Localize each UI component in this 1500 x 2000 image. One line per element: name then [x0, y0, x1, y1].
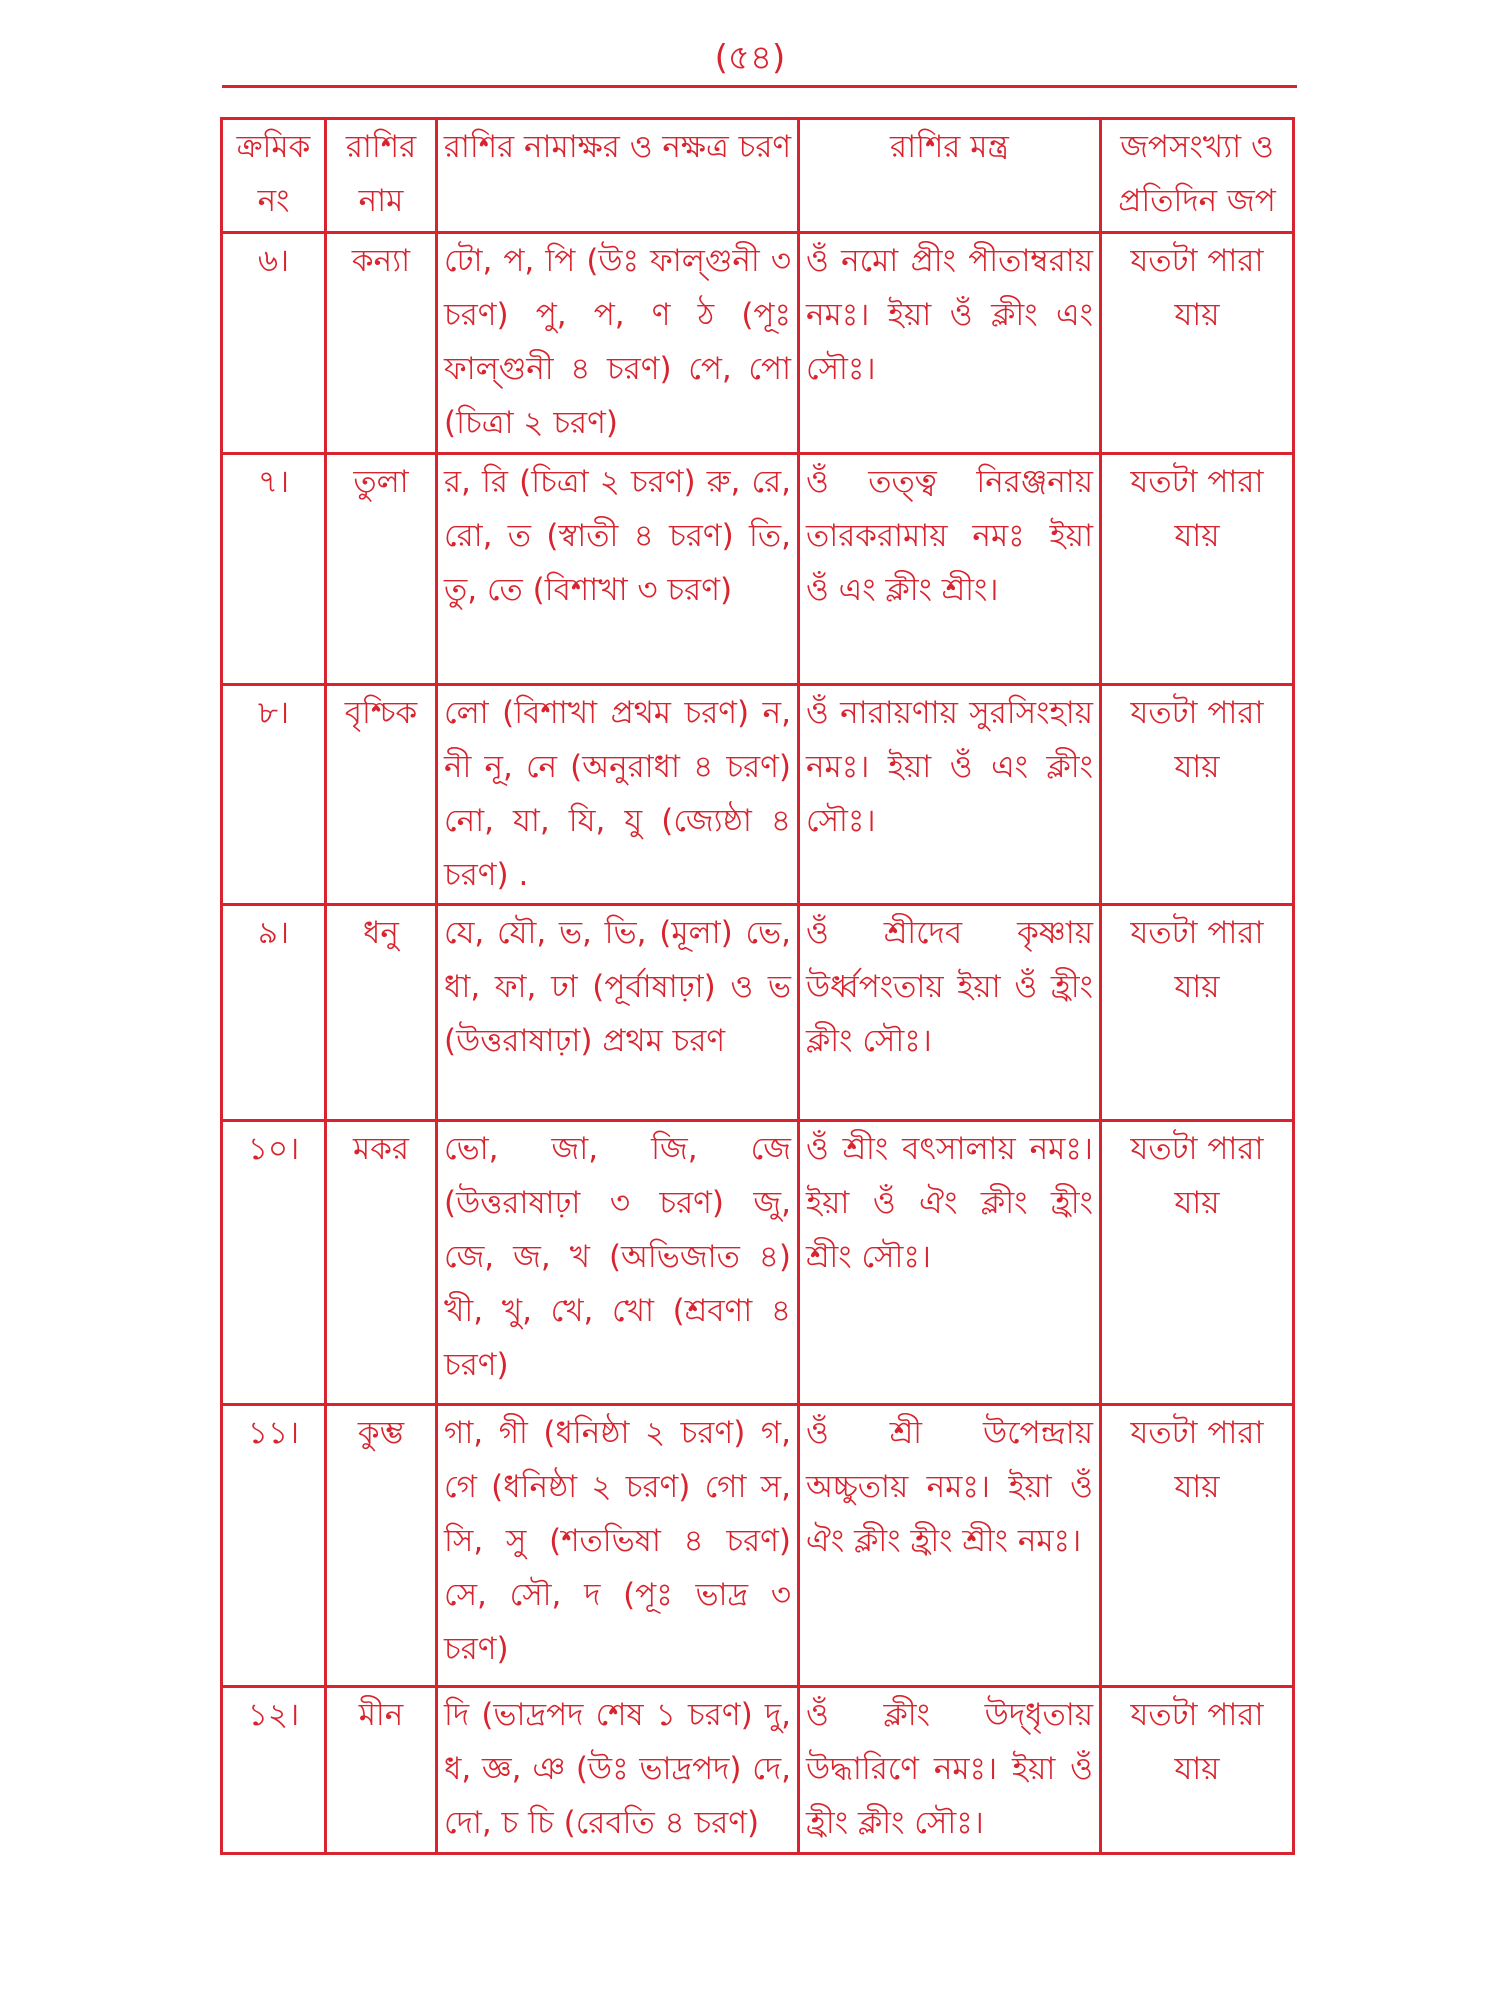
cell-count: যতটা পারা যায় [1101, 685, 1294, 905]
cell-count: যতটা পারা যায় [1101, 454, 1294, 685]
cell-mantra: ওঁ ক্লীং উদ্‌ধৃতায় উদ্ধারিণে নমঃ। ইয়া ওঁ হ্রীং ক্লীং সৌঃ। [799, 1687, 1101, 1854]
cell-count: যতটা পারা যায় [1101, 905, 1294, 1121]
cell-letters: গা, গী (ধনিষ্ঠা ২ চরণ) গ, গে (ধনিষ্ঠা ২ চরণ) গো স, সি, সু (শতভিষা ৪ চরণ) সে, সৌ, দ (পূঃ ভাদ্র ৩ চরণ) [437, 1405, 799, 1687]
header-serial: ক্রমিক নং [222, 119, 326, 233]
header-letters: রাশির নামাক্ষর ও নক্ষত্র চরণ [437, 119, 799, 233]
cell-mantra: ওঁ শ্রীং বৎসালায় নমঃ। ইয়া ওঁ ঐং ক্লীং হ্রীং শ্রীং সৌঃ। [799, 1121, 1101, 1405]
cell-letters: যে, যৌ, ভ, ভি, (মূলা) ভে, ধা, ফা, ঢা (পূর্বাষাঢ়া) ও ভ (উত্তরাষাঢ়া) প্রথম চরণ [437, 905, 799, 1121]
cell-name: ধনু [326, 905, 437, 1121]
cell-count: যতটা পারা যায় [1101, 233, 1294, 454]
table-row [222, 233, 1294, 454]
cell-mantra: ওঁ নমো প্রীং পীতাম্বরায় নমঃ। ইয়া ওঁ ক্লীং এং সৌঃ। [799, 233, 1101, 454]
cell-count: যতটা পারা যায় [1101, 1405, 1294, 1687]
table-header-row [222, 119, 1294, 233]
cell-letters: ভো, জা, জি, জে (উত্তরাষাঢ়া ৩ চরণ) জু, জে, জ, খ (অভিজাত ৪) খী, খু, খে, খো (শ্রবণা ৪ চরণ) [437, 1121, 799, 1405]
cell-name: কুম্ভ [326, 1405, 437, 1687]
cell-serial: ৮। [222, 685, 326, 905]
cell-serial: ৯। [222, 905, 326, 1121]
page-number: (৫৪) [714, 38, 786, 78]
header-mantra: রাশির মন্ত্র [799, 119, 1101, 233]
header-count: জপসংখ্যা ও প্রতিদিন জপ [1101, 119, 1294, 233]
cell-letters: দি (ভাদ্রপদ শেষ ১ চরণ) দু, ধ, জ্ঞ, ঞ (উঃ ভাদ্রপদ) দে, দো, চ চি (রেবতি ৪ চরণ) [437, 1687, 799, 1854]
table-row [222, 1405, 1294, 1687]
rashi-mantra-table [220, 117, 1295, 1855]
header-rule [222, 85, 1297, 88]
table-row [222, 1687, 1294, 1854]
table-row [222, 685, 1294, 905]
cell-serial: ৬। [222, 233, 326, 454]
table-row [222, 454, 1294, 685]
cell-count: যতটা পারা যায় [1101, 1121, 1294, 1405]
cell-letters: টো, প, পি (উঃ ফাল্গুনী ৩ চরণ) পু, প, ণ ঠ (পূঃ ফাল্গুনী ৪ চরণ) পে, পো (চিত্রা ২ চরণ) [437, 233, 799, 454]
cell-mantra: ওঁ তত্ত্ব নিরঞ্জনায় তারকরামায় নমঃ ইয়া ওঁ এং ক্লীং শ্রীং। [799, 454, 1101, 685]
cell-serial: ১০। [222, 1121, 326, 1405]
cell-name: মীন [326, 1687, 437, 1854]
cell-letters: লো (বিশাখা প্রথম চরণ) ন, নী নূ, নে (অনুরাধা ৪ চরণ) নো, যা, যি, যু (জ্যেষ্ঠা ৪ চরণ) . [437, 685, 799, 905]
cell-name: মকর [326, 1121, 437, 1405]
cell-letters: র, রি (চিত্রা ২ চরণ) রু, রে, রো, ত (স্বাতী ৪ চরণ) তি, তু, তে (বিশাখা ৩ চরণ) [437, 454, 799, 685]
cell-serial: ৭। [222, 454, 326, 685]
cell-mantra: ওঁ শ্রীদেব কৃষ্ণায় উর্ধ্বপংতায় ইয়া ওঁ হ্রীং ক্লীং সৌঃ। [799, 905, 1101, 1121]
cell-serial: ১১। [222, 1405, 326, 1687]
cell-mantra: ওঁ নারায়ণায় সুরসিংহায় নমঃ। ইয়া ওঁ এং ক্লীং সৌঃ। [799, 685, 1101, 905]
cell-name: তুলা [326, 454, 437, 685]
table-row [222, 905, 1294, 1121]
header-name: রাশির নাম [326, 119, 437, 233]
cell-name: কন্যা [326, 233, 437, 454]
cell-count: যতটা পারা যায় [1101, 1687, 1294, 1854]
cell-serial: ১২। [222, 1687, 326, 1854]
cell-name: বৃশ্চিক [326, 685, 437, 905]
table-row [222, 1121, 1294, 1405]
cell-mantra: ওঁ শ্রী উপেন্দ্রায় অচ্চুতায় নমঃ। ইয়া ওঁ ঐং ক্লীং হ্রীং শ্রীং নমঃ। [799, 1405, 1101, 1687]
